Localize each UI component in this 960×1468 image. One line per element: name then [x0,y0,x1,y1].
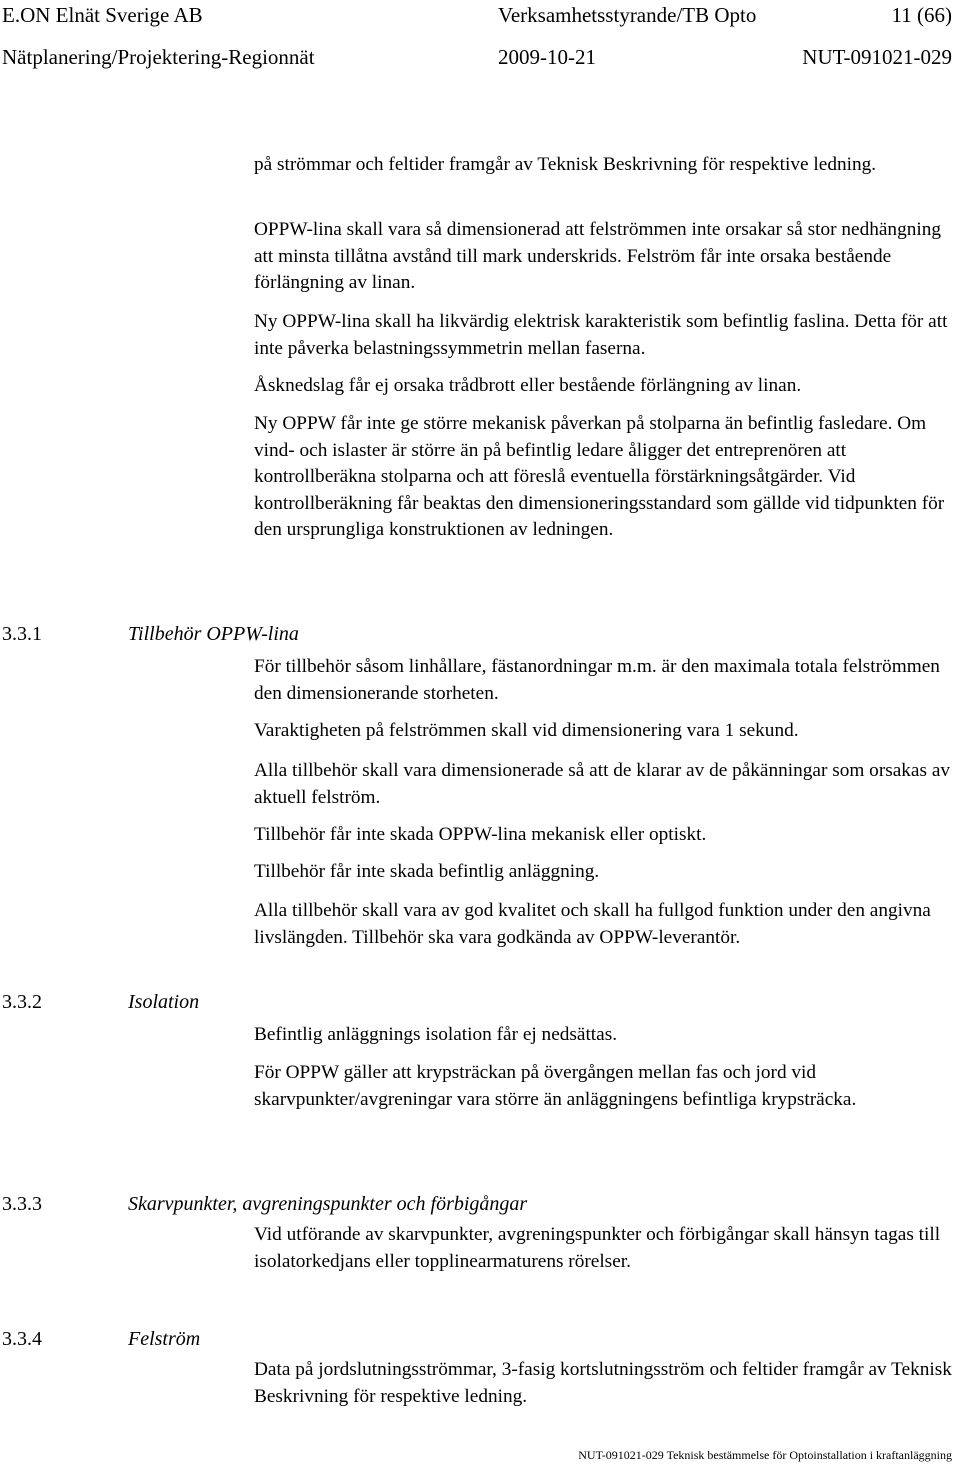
body-paragraph: För OPPW gäller att krypsträckan på övergången mellan fas och jord vid skarvpunkter/avgreningar vara större än anläggningens befintliga krypsträcka. [254,1062,857,1110]
body-paragraph: Alla tillbehör skall vara av god kvalitet och skall ha fullgod funktion under den angivna livslängden. Tillbehör ska vara godkända av OPPW-leverantör. [254,900,931,948]
body-paragraph: Varaktigheten på felströmmen skall vid dimensionering vara 1 sekund. [254,720,799,741]
body-paragraph: Tillbehör får inte skada befintlig anläggning. [254,861,600,882]
body-paragraph: Alla tillbehör skall vara dimensionerade så att de klarar av de påkänningar som orsakas av aktuell felström. [254,760,951,808]
section-title: Skarvpunkter, avgreningspunkter och förbigångar [128,1193,528,1215]
body-paragraph: Åsknedslag får ej orsaka trådbrott eller bestående förlängning av linan. [254,375,802,396]
body-paragraph: Ny OPPW-lina skall ha likvärdig elektrisk karakteristik som befintlig faslina. Detta för att inte påverka belastningssymmetrin mellan faserna. [254,311,948,359]
body-paragraph: Befintlig anläggnings isolation får ej nedsättas. [254,1024,618,1045]
header-company: E.ON Elnät Sverige AB [2,3,203,27]
section-title: Felström [128,1328,201,1350]
section-number: 3.3.3 [2,1193,42,1215]
section-title: Tillbehör OPPW-lina [128,623,299,645]
body-paragraph: på strömmar och feltider framgår av Teknisk Beskrivning för respektive ledning. [254,154,877,175]
header-date: 2009-10-21 [498,45,596,69]
header-page-number: 11 (66) [891,3,952,27]
header-unit: Nätplanering/Projektering-Regionnät [2,45,315,69]
body-paragraph: Ny OPPW får inte ge större mekanisk påverkan på stolparna än befintlig fasledare. Om vind- och islaster är större än på befintlig ledare åligger det entreprenören att kontrollberäkna stolparna och att föreslå eventuella förstärkningsåtgärder. Vid kontrollberäkning får beaktas den dimensioneringsstandard som gällde vid tidpunkten för den ursprungliga konstruktionen av ledningen. [254,413,945,540]
body-paragraph: Tillbehör får inte skada OPPW-lina mekanisk eller optiskt. [254,824,707,845]
body-paragraph: OPPW-lina skall vara så dimensionerad att felströmmen inte orsakar så stor nedhängning att minsta tillåtna avstånd till mark underskrids. Felström får inte orsaka bestående förlängning av linan. [254,219,941,293]
body-paragraph: För tillbehör såsom linhållare, fästanordningar m.m. är den maximala totala felströmmen den dimensionerande storheten. [254,656,940,704]
section-number: 3.3.4 [2,1328,42,1350]
section-number: 3.3.1 [2,623,42,645]
body-paragraph: Data på jordslutningsströmmar, 3-fasig kortslutningsström och feltider framgår av Teknisk Beskrivning för respektive ledning. [254,1359,952,1407]
section-number: 3.3.2 [2,991,42,1013]
header-doc-id: NUT-091021-029 [802,45,952,69]
section-title: Isolation [128,991,200,1013]
header-department: Verksamhetsstyrande/TB Opto [498,3,757,27]
body-paragraph: Vid utförande av skarvpunkter, avgreningspunkter och förbigångar skall hänsyn tagas till isolatorkedjans eller topplinearmaturens rörelser. [254,1224,941,1272]
page-footer: NUT-091021-029 Teknisk bestämmelse för Optoinstallation i kraftanläggning [578,1448,952,1462]
